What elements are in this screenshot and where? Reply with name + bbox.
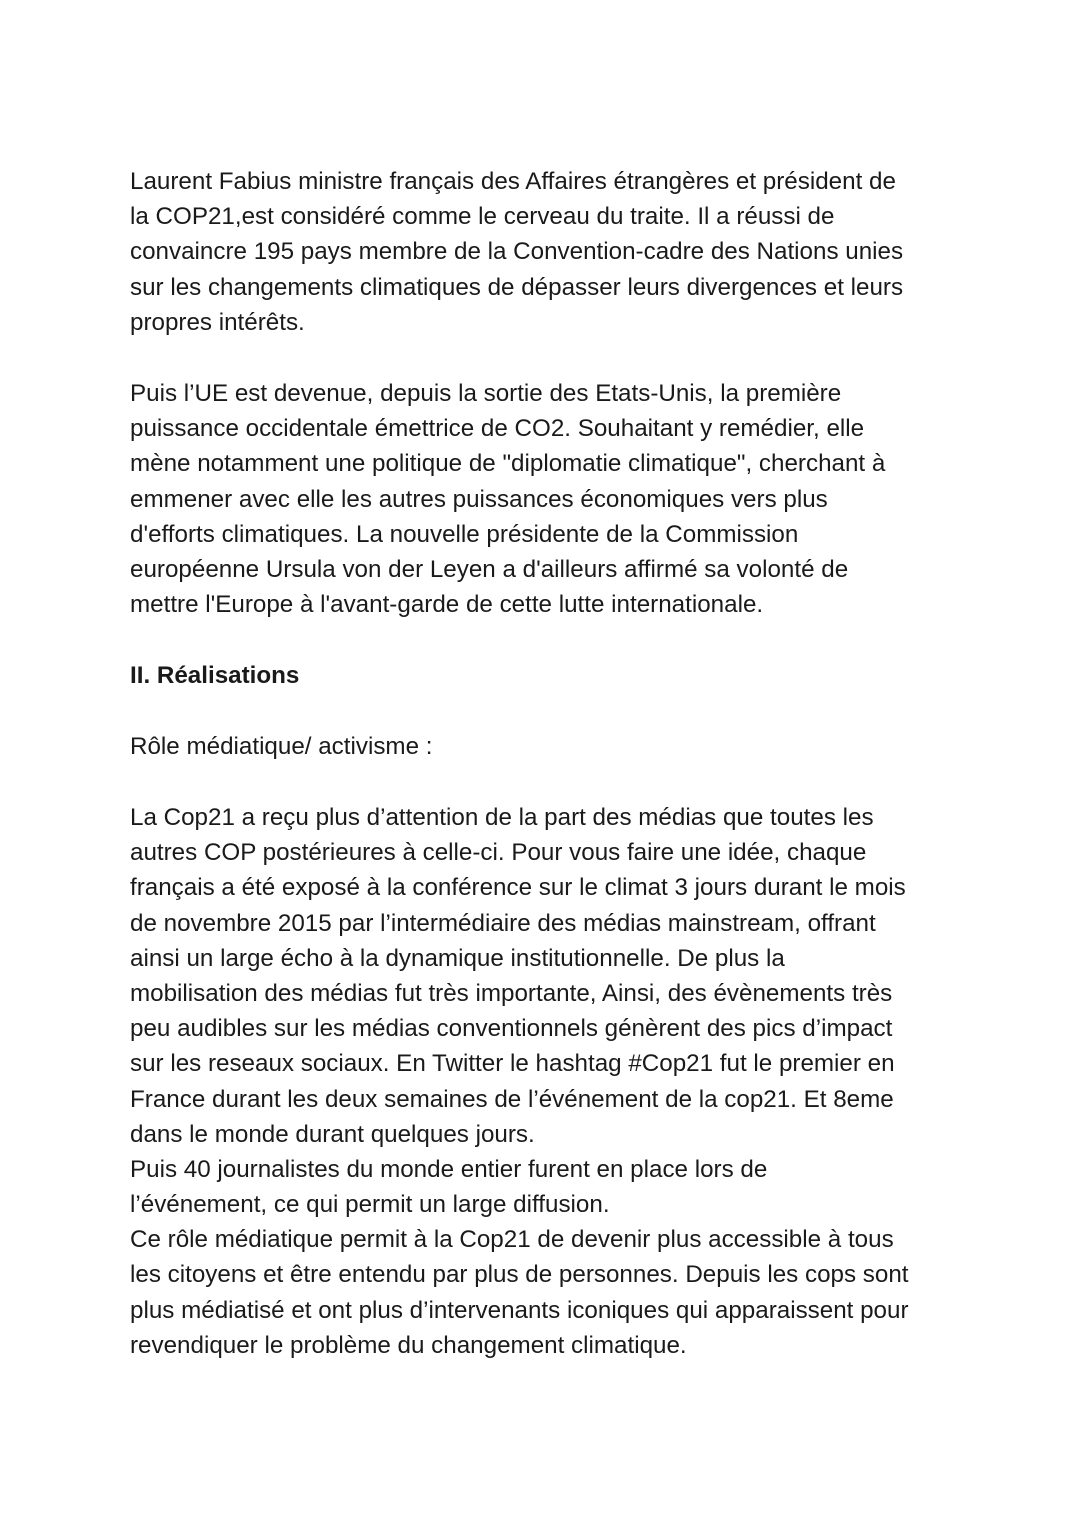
text-line: La Cop21 a reçu plus d’attention de la part des médias que toutes les bbox=[130, 804, 874, 831]
section-heading: II. Réalisations bbox=[130, 662, 300, 689]
text-line: mobilisation des médias fut très importante, Ainsi, des évènements très bbox=[130, 979, 893, 1007]
text-line: sur les changements climatiques de dépasser leurs divergences et leurs bbox=[130, 273, 904, 301]
subheading: Rôle médiatique/ activisme : bbox=[130, 733, 433, 760]
text-line: français a été exposé à la conférence sur le climat 3 jours durant le mois bbox=[130, 874, 906, 902]
text-line: peu audibles sur les médias conventionnels génèrent des pics d’impact bbox=[130, 1015, 893, 1043]
paragraph-media bbox=[130, 800, 960, 1363]
text-line: revendiquer le problème du changement climatique. bbox=[130, 1331, 687, 1359]
text-line: les citoyens et être entendu par plus de personnes. Depuis les cops sont bbox=[130, 1261, 909, 1289]
text-line: Puis 40 journalistes du monde entier furent en place lors de bbox=[130, 1155, 768, 1183]
text-line: autres COP postérieures à celle-ci. Pour vous faire une idée, chaque bbox=[130, 839, 867, 867]
text-line: sur les reseaux sociaux. En Twitter le hashtag #Cop21 fut le premier en bbox=[130, 1050, 895, 1078]
text-line: la COP21,est considéré comme le cerveau du traite. Il a réussi de bbox=[130, 203, 835, 231]
text-line: l’événement, ce qui permit un large diffusion. bbox=[130, 1191, 610, 1219]
text-line: dans le monde durant quelques jours. bbox=[130, 1120, 535, 1148]
text-line: propres intérêts. bbox=[130, 308, 305, 336]
text-line: France durant les deux semaines de l’événement de la cop21. Et 8eme bbox=[130, 1085, 894, 1113]
subheading-block bbox=[130, 729, 960, 764]
text-line: Laurent Fabius ministre français des Affaires étrangères et président de bbox=[130, 168, 896, 195]
text-line: ainsi un large écho à la dynamique institutionnelle. De plus la bbox=[130, 944, 785, 972]
text-line: mène notamment une politique de "diplomatie climatique", cherchant à bbox=[130, 450, 886, 478]
text-line: Puis l’UE est devenue, depuis la sortie des Etats-Unis, la première bbox=[130, 380, 842, 407]
text-line: convaincre 195 pays membre de la Convention-cadre des Nations unies bbox=[130, 238, 904, 266]
text-line: de novembre 2015 par l’intermédiaire des médias mainstream, offrant bbox=[130, 909, 876, 937]
paragraph-fabius bbox=[130, 164, 960, 340]
text-line: puissance occidentale émettrice de CO2. Souhaitant y remédier, elle bbox=[130, 415, 865, 443]
text-line: d'efforts climatiques. La nouvelle présidente de la Commission bbox=[130, 520, 799, 548]
text-line: mettre l'Europe à l'avant-garde de cette lutte internationale. bbox=[130, 591, 764, 619]
text-line: européenne Ursula von der Leyen a d'ailleurs affirmé sa volonté de bbox=[130, 555, 849, 583]
text-line: plus médiatisé et ont plus d’intervenants iconiques qui apparaissent pour bbox=[130, 1296, 909, 1324]
text-line: emmener avec elle les autres puissances économiques vers plus bbox=[130, 485, 828, 513]
paragraph-ue bbox=[130, 376, 960, 622]
text-line: Ce rôle médiatique permit à la Cop21 de devenir plus accessible à tous bbox=[130, 1226, 894, 1254]
section-heading-block bbox=[130, 658, 960, 693]
